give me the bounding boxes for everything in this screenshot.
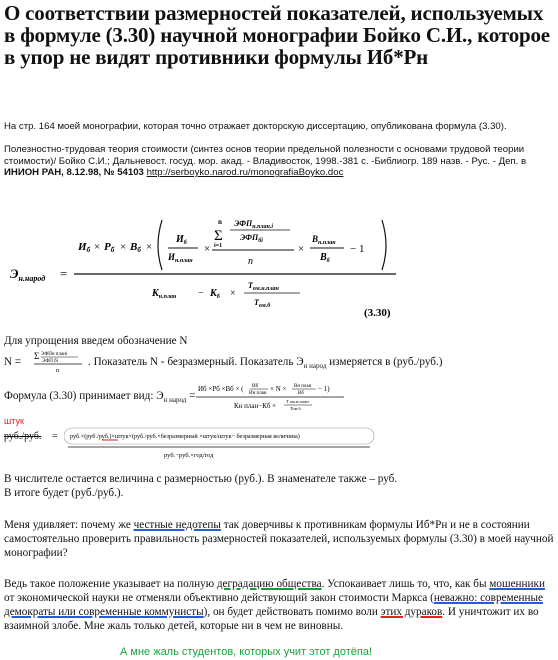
monograph-link[interactable]: http://serboyko.narod.ru/monografiaBoyko.doc — [146, 167, 344, 178]
simplify-line: Для упрощения введем обозначение N — [4, 335, 188, 347]
svg-text:руб.−руб.×год/год: руб.−руб.×год/год — [164, 452, 214, 459]
svg-text:i=1: i=1 — [214, 243, 223, 249]
svg-text:Иб ×Рб ×Вб × (: Иб ×Рб ×Вб × ( — [198, 385, 244, 393]
svg-text:n: n — [218, 218, 222, 226]
svg-text:ЭФП бі: ЭФП бі — [42, 359, 59, 364]
page-title: О соответствии размерностей показателей, используемых в формуле (3.30) научной монографии Бойко С.И., которое в упор не видят противники формулы Иб*Рн — [4, 1, 550, 69]
svg-text:Σ: Σ — [214, 228, 223, 244]
surprise-paragraph: Меня удивляет: почему же честные недотепы так доверчивы к противникам формулы Иб*Рн и не в состоянии самостоятельно проверить правильность размерностей показателей, используемых формулы (3.30) в моей научной монографии? — [4, 519, 554, 559]
svg-text:Кн.план: $К_{н.план}$ — [152, 288, 177, 300]
svg-text:n: n — [248, 256, 253, 267]
fraudsters-highlight: мошенники — [489, 578, 545, 590]
formula-lhs: $Э_{н.народ}$ — [10, 266, 46, 283]
svg-text:Иб: $И_б$ — [176, 234, 187, 246]
units-line: штук руб./руб. = руб.×(руб./руб.)×штук×(руб./руб.×безразмерный ×штук/штук− безразмерная величина) руб.−руб.×год/год — [4, 416, 554, 462]
svg-text:ЭФПн.план.i: $ЭФП_{н.план.i}$ — [234, 219, 273, 230]
svg-text:×: × — [204, 243, 211, 255]
democrats-communists-highlight: неважно: современные демократы или современные коммунисты — [4, 592, 543, 618]
svg-text:Ин.план: $И_{н.план}$ — [168, 252, 193, 264]
svg-text:Том.н.план: $Т_{ом.н.план}$ — [248, 281, 279, 292]
svg-text:Кн план−Кб ×: Кн план−Кб × — [234, 402, 277, 410]
honest-dolts-highlight: честные недотепы — [133, 519, 221, 531]
reference-deposit: ИНИОН РАН, 8.12.98, № 54103 — [4, 167, 144, 178]
svg-text:Кб: $К_б$ — [210, 288, 220, 300]
formula-number: (3.30) — [364, 307, 391, 319]
svg-text:Вн.план: $В_{н.план}$ — [312, 234, 336, 246]
svg-text:Вб: $В_б$ — [320, 252, 330, 264]
svg-text:Вн план: Вн план — [294, 384, 312, 389]
units-paragraph: В числителе остается величина с размерностью (руб.). В знаменателе также – руб. В итоге будет (руб./руб.). — [4, 473, 398, 499]
svg-text:Т ом.н.план: Т ом.н.план — [286, 399, 309, 404]
svg-text:Σ: Σ — [34, 351, 40, 361]
svg-text:×: × — [298, 243, 305, 255]
svg-text:Том б: Том б — [290, 406, 301, 411]
num-Bb: Вб — [130, 241, 141, 254]
n-definition-line: N = Σ ЭФПн плані ЭФП бі n . Показатель N - безразмерный. Показатель $Э_{н народ}$ измеряется в (руб./руб.) — [4, 351, 443, 374]
shtuk-annotation: штук — [4, 416, 24, 426]
svg-text:n: n — [56, 368, 59, 374]
n-formula — [32, 349, 88, 375]
svg-text:×: × — [230, 288, 236, 299]
svg-text:× N ×: × N × — [270, 385, 287, 393]
units-formula — [64, 420, 384, 460]
svg-text:ЭФПн плані: ЭФПн плані — [41, 352, 68, 357]
degradation-paragraph: Ведь такое положение указывает на полную деградацию общества. Успокаивает лишь то, что, как бы мошенники от экономической науки не отменяли объективно действующий закон стоимости Маркса (неважно: современные демократы или современные коммунисты), он будет действовать помимо воли этих дураков. И уничтожит их во взаимной злобе. Мне жаль только детей, которые ни в чем не виновны. — [4, 578, 545, 632]
units-lhs: руб./руб. — [4, 431, 42, 442]
reference-text: Полезностно-трудовая теория стоимости (синтез основ теории предельной полезности с основами трудовой теории стоимости)/ Бойко С.И.; Дальневост. госуд. мор. акад. - Владивосток, 1998.-381 с. -Библиогр. 189 назв. - Рус. - Деп. в — [4, 144, 527, 167]
formula-eq: = — [60, 266, 68, 281]
svg-text:руб.×(руб./руб.)×штук×(руб./ру: руб.×(руб./руб.)×штук×(руб./руб.×безразмерный ×штук/штук− безразмерная величина) — [70, 433, 300, 440]
degradation-highlight: деградацию общества — [216, 578, 322, 590]
svg-text:− 1): − 1) — [318, 385, 330, 393]
svg-text:ЭФПбi: $ЭФП_{бi}$ — [240, 233, 263, 244]
svg-text:Иб: Иб — [252, 384, 259, 389]
svg-text:×: × — [94, 241, 101, 253]
svg-text:−: − — [198, 288, 204, 299]
svg-text:×: × — [120, 241, 127, 253]
fools-highlight: этих дураков — [380, 606, 443, 618]
svg-text:Ин план: Ин план — [249, 391, 267, 396]
num-Ib: Иб — [78, 241, 91, 254]
num-Pb: Рб — [104, 241, 115, 254]
svg-text:− 1: − 1 — [350, 243, 365, 255]
formula-3-30 — [8, 212, 408, 322]
simplified-formula — [194, 381, 434, 411]
reference-paragraph — [4, 144, 554, 179]
simplified-formula-line: Формула (3.30) принимает вид: $Э_{н народ}$ = Иб ×Рб ×Вб × ( Иб Ин план × N × Вн план Вб − 1) Кн план−Кб × Т ом.н.план Том б — [4, 381, 554, 411]
intro-paragraph: На стр. 164 моей монографии, которая точно отражает докторскую диссертацию, опубликована формула (3.30). — [4, 121, 507, 132]
n-explanation: . Показатель N - безразмерный. Показатель $Э_{н народ}$ измеряется в (руб./руб.) — [88, 356, 443, 371]
svg-text:Том.б: $Т_{ом.б}$ — [254, 298, 271, 309]
svg-text:Вб: Вб — [298, 391, 304, 396]
green-note: А мне жаль студентов, которых учит этот дотёпа! — [120, 646, 373, 658]
svg-text:×: × — [146, 241, 153, 253]
